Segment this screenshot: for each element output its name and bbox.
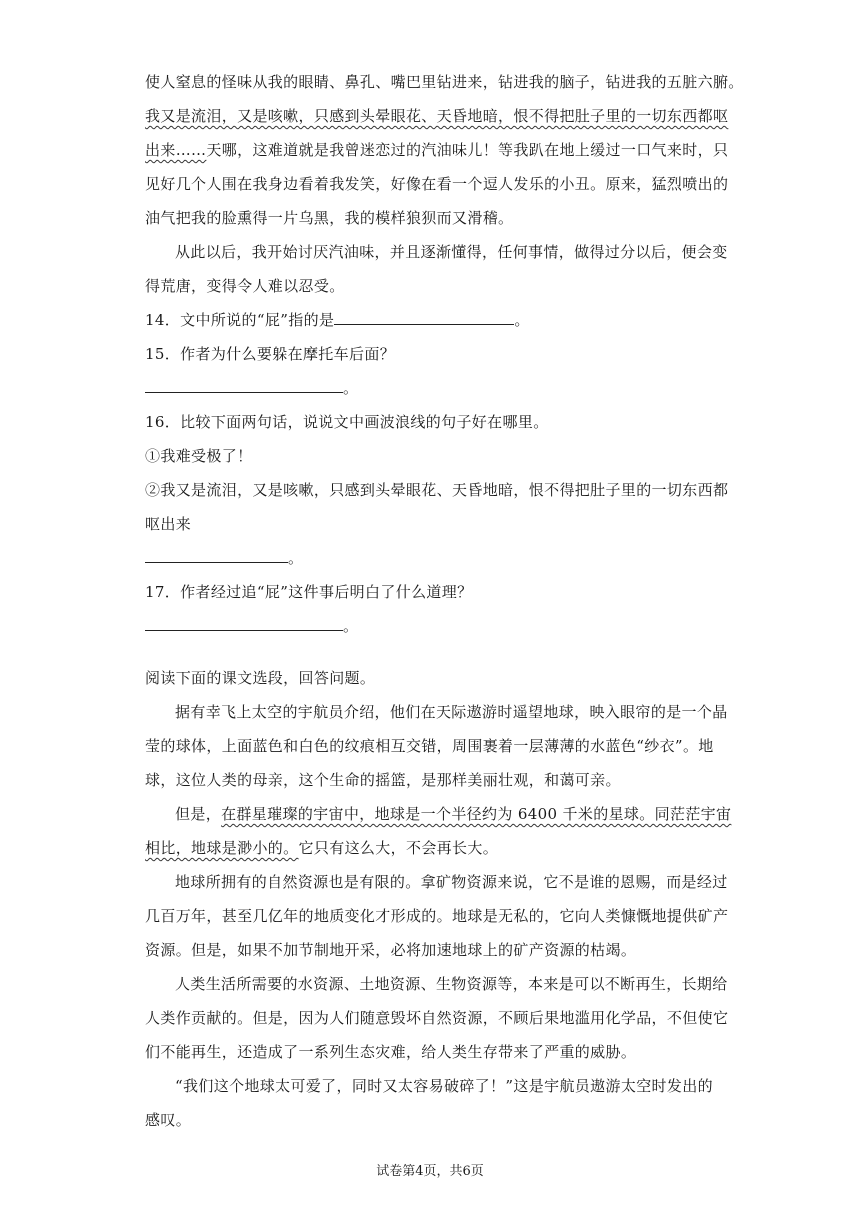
- text-line: 据有幸飞上太空的宇航员介绍，他们在天际遨游时遥望地球，映入眼帘的是一个晶: [175, 703, 728, 721]
- text-line: 们不能再生，还造成了一系列生态灾难，给人类生存带来了严重的威胁。: [145, 1043, 637, 1061]
- answer-blank[interactable]: [145, 616, 343, 631]
- wavy-underlined-sentence: 在群星璀璨的宇宙中，地球是一个半径约为 6400 千米的星球。同茫茫宇宙: [221, 805, 732, 823]
- section-instruction: 阅读下面的课文选段，回答问题。: [145, 669, 376, 687]
- answer-line: [145, 378, 358, 398]
- comparison-sentence-2: ②我又是流泪，又是咳嗽，只感到头晕眼花、天昏地暗，恨不得把肚子里的一切东西都: [145, 481, 729, 499]
- question-14: [145, 310, 530, 330]
- wavy-underlined-sentence: 我又是流泪，又是咳嗽，只感到头晕眼花、天昏地暗，恨不得把肚子里的一切东西都呕: [145, 107, 729, 125]
- text-line: “我们这个地球太可爱了，同时又太容易破碎了！”这是宇航员遨游太空时发出的: [175, 1077, 713, 1095]
- text-line: 感叹。: [145, 1111, 192, 1129]
- answer-blank[interactable]: [145, 548, 288, 563]
- question-17: 17．作者经过追“屁”这件事后明白了什么道理？: [145, 583, 473, 601]
- answer-line: [145, 616, 358, 636]
- question-text: 14．文中所说的“屁”指的是: [145, 311, 335, 329]
- text-line: 从此以后，我开始讨厌汽油味，并且逐渐懂得，任何事情，做得过分以后，便会变: [175, 243, 728, 261]
- text-line: 资源。但是，如果不加节制地开采，必将加速地球上的矿产资源的枯竭。: [145, 941, 637, 959]
- period: 。: [343, 617, 359, 635]
- text-line: 见好几个人围在我身边看着我发笑，好像在看一个逗人发乐的小丑。原来，猛烈喷出的: [145, 175, 729, 193]
- text-line: [145, 140, 728, 160]
- text-line: 人类作贡献的。但是，因为人们随意毁坏自然资源，不顾后果地滥用化学品，不但使它: [145, 1009, 729, 1027]
- text-line: 人类生活所需要的水资源、土地资源、生物资源等，本来是可以不断再生，长期给: [175, 975, 728, 993]
- question-16: 16．比较下面两句话，说说文中画波浪线的句子好在哪里。: [145, 413, 549, 431]
- text-segment: 天哪，这难道就是我曾迷恋过的汽油味儿！等我趴在地上缓过一口气来时，只: [206, 141, 729, 159]
- page-footer: 试卷第4页，共6页: [376, 1164, 484, 1179]
- text-line: [145, 838, 498, 858]
- text-line: 球，这位人类的母亲，这个生命的摇篮，是那样美丽壮观，和蔼可亲。: [145, 771, 621, 789]
- text-line: [145, 106, 728, 126]
- comparison-sentence-1: ①我难受极了！: [145, 447, 253, 465]
- text-segment: 但是，: [175, 805, 222, 823]
- text-line: 几百万年，甚至几亿年的地质变化才形成的。地球是无私的，它向人类慷慨地提供矿产: [145, 907, 729, 925]
- text-line: 使人窒息的怪味从我的眼睛、鼻孔、嘴巴里钻进来，钻进我的脑子，钻进我的五脏六腑。: [145, 73, 744, 91]
- text-line: [175, 804, 731, 824]
- text-line: 得荒唐，变得令人难以忍受。: [145, 277, 345, 295]
- text-line: 油气把我的脸熏得一片乌黑，我的模样狼狈而又滑稽。: [145, 209, 514, 227]
- comparison-sentence-2-cont: 呕出来: [145, 515, 192, 533]
- text-segment: 它只有这么大，不会再长大。: [298, 839, 499, 857]
- text-line: 地球所拥有的自然资源也是有限的。拿矿物资源来说，它不是谁的恩赐，而是经过: [175, 873, 728, 891]
- answer-line: [145, 548, 303, 568]
- answer-blank[interactable]: [145, 378, 343, 393]
- answer-blank[interactable]: [334, 310, 514, 325]
- wavy-underlined-sentence: 出来……: [145, 141, 207, 159]
- text-line: 莹的球体，上面蓝色和白色的纹痕相互交错，周围裹着一层薄薄的水蓝色“纱衣”。地: [145, 737, 714, 755]
- period: 。: [514, 311, 530, 329]
- period: 。: [288, 549, 304, 567]
- wavy-underlined-sentence: 相比，地球是渺小的。: [145, 839, 299, 857]
- period: 。: [343, 379, 359, 397]
- question-15: 15．作者为什么要躲在摩托车后面？: [145, 345, 396, 363]
